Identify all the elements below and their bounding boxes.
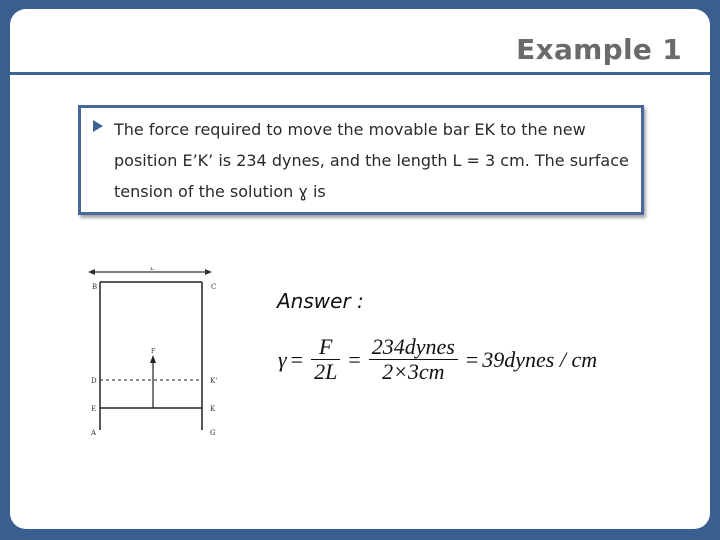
label-top-left: B	[92, 283, 98, 291]
label-top-right: C	[211, 283, 217, 291]
label-bottom-left: A	[91, 429, 97, 437]
fraction-force-over-length	[311, 335, 340, 384]
title-divider	[10, 72, 710, 75]
fraction-values	[369, 335, 458, 384]
label-lower-left: E	[91, 405, 97, 413]
length-arrow-left-head	[88, 269, 95, 275]
equals-sign: =	[290, 346, 304, 372]
label-lower-right: K	[210, 405, 216, 413]
force-label: F	[151, 348, 156, 355]
problem-box	[78, 105, 644, 215]
label-mid-left: D	[91, 377, 97, 385]
answer-label: Answer :	[277, 289, 364, 313]
length-label: L	[150, 267, 154, 272]
slide-title: Example 1	[516, 33, 682, 66]
equals-sign: =	[465, 346, 479, 372]
force-arrow-head	[150, 355, 156, 363]
bullet-icon	[93, 120, 103, 132]
slide	[10, 9, 710, 529]
label-mid-right: K'	[210, 377, 218, 385]
fraction-denominator: 2×3cm	[382, 359, 445, 384]
fraction-numerator: F	[318, 334, 333, 359]
problem-text: The force required to move the movable bar EK to the new position E’K’ is 234 dynes, and the length L = 3 cm. The surface tension of the solution ɣ is	[114, 120, 629, 201]
surface-tension-formula	[278, 335, 597, 384]
fraction-denominator: 2L	[314, 359, 338, 384]
label-bottom-right: G	[210, 429, 216, 437]
equals-sign: =	[348, 346, 361, 372]
result-value: 39dynes / cm	[482, 346, 598, 372]
gamma-symbol: γ	[278, 346, 287, 372]
bar-frame-diagram	[82, 267, 232, 442]
length-arrow-right-head	[205, 269, 212, 275]
fraction-numerator: 234dynes	[371, 334, 455, 359]
